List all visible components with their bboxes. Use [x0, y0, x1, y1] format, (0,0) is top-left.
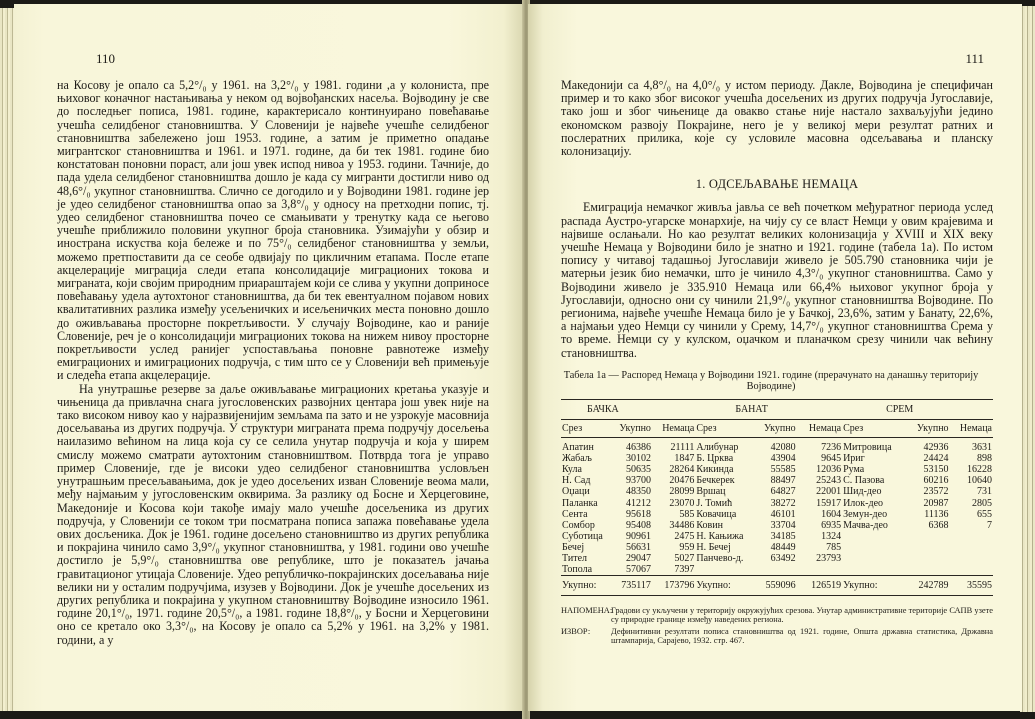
- note-text: Градови су укључени у територију окружујућих срезова. Унутар административне територије САПВ узете су природне границе између наведених региона.: [611, 606, 993, 625]
- german-population: 23793: [816, 552, 842, 564]
- german-population: 12036: [816, 464, 842, 476]
- column-header: Немаца: [797, 419, 842, 437]
- column-header: Срез: [561, 419, 613, 437]
- district-name: Топола: [562, 564, 593, 576]
- total-population: 41212: [625, 497, 651, 509]
- german-population: 3631: [972, 442, 992, 454]
- note-text: Дефинитивни резултати пописа становништва од 1921. године, Општа државна статистика, Државна штампарија, Сарајево, 1932. стр. 467.: [611, 626, 993, 645]
- total-population: 93700: [625, 475, 651, 487]
- german-population: [950, 542, 993, 553]
- total-population: 55585: [770, 464, 796, 476]
- district-name: Бечкерек: [696, 475, 735, 487]
- district-name: Н. Бечеј: [696, 541, 731, 553]
- column-header: Немаца: [652, 419, 695, 437]
- table-row: [561, 553, 993, 564]
- district-name: Кула: [562, 464, 582, 476]
- total-population: 48449: [770, 541, 796, 553]
- district-name: Суботица: [562, 530, 603, 542]
- german-population: 959: [679, 541, 695, 553]
- right-page: [528, 4, 1022, 711]
- paragraph: Македонији са 4,8°/₀ на 4,0°/₀ у истом периоду. Дакле, Војводина је специфичан пример и то како због високог учешћа досељених из других подручја Југославије, тако још и због чињенице да овакво стање није настало захваљујући једино економском развоју Покрајине, него је у великој мери резултат ратних и послератних прилика, које су условиле масовна одсељавања и планску колонизацију.: [561, 78, 993, 159]
- district-name: [842, 564, 904, 576]
- total-population: 38272: [770, 497, 796, 509]
- district-name: [842, 553, 904, 564]
- german-population: 25243: [816, 475, 842, 487]
- total-population: 6368: [928, 519, 949, 531]
- paragraph: Емиграција немачког живља јавља се већ почетком међуратног периода услед распада Аустро-угарске монархије, на чију су се власт Немци у овим крајевима и највише ослањали. Но као резултат великих колонизација у XVIII и XIX веку учешће Немаца у Војводини било је знатно и 1921. године (табела 1а). По истом попису у читавој тадашњој Југославији живело је 505.790 становника чији је матерњи језик био немачки, што је чинило 4,3°/₀ укупног становништва. Само у Војводини живело је 335.910 Немаца или 66,4% њиховог укупног броја у Југославији, односно они су чинили 21,9°/₀ укупног становништва Војводине. По регионима, највеће учешће Немаца било је у Бачкој, 23,6%, затим у Банату, 22,6%, а најмањи удео Немци су чинили у Срему, 14,7°/₀ укупног становништва Срема у то време. Немци су у кулском, оџачком и планачком срезу чинили чак већину становништва.: [561, 200, 993, 360]
- total-value: 126519: [797, 576, 842, 596]
- table-notes: [561, 606, 993, 645]
- paragraph: на Косову је опало са 5,2°/₀ у 1961. на 3,2°/₀ у 1981. години ,а у колониста, пре њиховог коначног настањивања у неком од војвођанских насеља. Војводину је све до последњег пописа, 1981. године, карактерисало континуирано повећавање учешћа селидбеног становништва. У Словенији је највеће учешће селидбеног становништва забележено још 1953. године, а затим је приметно опадање мигрантског становништва и 1961. и 1971. године, да би тек 1981. године био констатован поновни пораст, али још увек испод нивоа у 1953. години. Тачније, до пада удела селидбеног становништва дошло је када су мигранти достигли ниво од 48,6°/₀ укупног становништва. Слично се догодило и у Војводини 1981. године јер је удео селидбеног становништва опао за 3,8°/₀ у односу на претходни попис, тј. удео селидбеног становништва почео се смањивати у тренутку када се његово учешће приближило половини укупног броја становника. Узимајући у обзир и иностранa искуства која бележе и по 75°/₀ селидбеног становништва у земљи, можемо претпоставити да се сеобе одвијају по цикличним етапама. После етапе акцелерације миграција следи етапа консолидације миграционих токова и миграната, који својим природним приараштајем који се слива у укупни доприносе повећавању удела аутохтоног становништва, да би тек евентуалном појавом нових квалитативних разлика између усељеничких и исељеничких места поновно дошло до оживљавања просторне покретљивости. У случају Војводине, као и раније Словеније, реч је о консолидацији миграционих токова на нижем нивоу просторне покретљивости услед ранијег успостављања поновне равнотеже између емиграционих и имиграционих подручја, с тим што се у Словенији већ примењује и следећа етапа акцелерације.: [57, 78, 489, 383]
- column-header: Немаца: [950, 419, 993, 437]
- section-heading: 1. ОДСЕЉАВАЊЕ НЕМАЦА: [695, 177, 859, 192]
- total-population: 88497: [770, 475, 796, 487]
- note: [561, 606, 993, 624]
- german-population: 10640: [967, 475, 992, 487]
- german-population: 6935: [821, 519, 842, 531]
- german-population: 21111: [670, 442, 695, 454]
- total-population: [904, 564, 949, 576]
- total-population: 63492: [770, 552, 796, 564]
- total-population: 90961: [625, 530, 651, 542]
- district-name: Земун-део: [843, 508, 888, 520]
- totals-row: [561, 576, 993, 596]
- total-population: [904, 553, 949, 564]
- district-name: Б. Црква: [696, 453, 734, 465]
- region-header-row: [561, 399, 993, 419]
- total-population: 23572: [923, 486, 949, 498]
- note: [561, 627, 993, 645]
- district-name: Н. Сад: [562, 475, 591, 487]
- district-name: С. Пазова: [843, 475, 885, 487]
- table-row: [561, 486, 993, 497]
- german-population: 23070: [669, 497, 695, 509]
- page-stack-right-edge: [1020, 6, 1035, 712]
- column-header-row: [561, 419, 993, 437]
- german-population: 731: [977, 486, 992, 498]
- german-population: [950, 564, 993, 576]
- german-population: 7: [987, 519, 992, 531]
- district-name: [842, 531, 904, 542]
- german-population: [950, 531, 993, 542]
- german-population: 15917: [816, 497, 842, 509]
- german-population: 585: [679, 508, 695, 520]
- german-population: 1604: [821, 508, 842, 520]
- total-value: 35595: [950, 576, 993, 596]
- table-row: [561, 438, 993, 454]
- region-header: БАЧКА: [561, 399, 695, 419]
- german-population: [797, 564, 842, 576]
- german-population: [950, 553, 993, 564]
- district-name: Илок-део: [843, 497, 884, 509]
- total-population: 24424: [923, 453, 949, 465]
- german-population: 898: [977, 453, 992, 465]
- district-name: Тител: [562, 552, 588, 564]
- german-population: 785: [826, 541, 842, 553]
- german-population: 1324: [821, 530, 842, 542]
- table-row: [561, 498, 993, 509]
- district-name: Жабаљ: [562, 453, 592, 465]
- total-population: 57067: [625, 564, 651, 576]
- district-name: Вршац: [696, 486, 726, 498]
- table-row: [561, 464, 993, 475]
- district-name: Ј. Томић: [696, 497, 733, 509]
- total-population: 33704: [770, 519, 796, 531]
- german-population: 2805: [972, 497, 992, 509]
- total-value: 173796: [652, 576, 695, 596]
- left-page: [14, 4, 524, 711]
- body-text: [57, 79, 489, 647]
- district-name: Панчево-д.: [696, 552, 744, 564]
- german-population: 34486: [669, 519, 695, 531]
- table-body: [561, 438, 993, 576]
- total-population: 95618: [625, 508, 651, 520]
- note-label: ИЗВОР:: [561, 626, 591, 636]
- district-name: Митровица: [843, 442, 892, 454]
- district-name: Оџаци: [562, 486, 590, 498]
- district-name: Н. Кањижа: [696, 530, 744, 542]
- total-label: Укупно:: [561, 576, 613, 596]
- column-header: Укупно: [904, 419, 949, 437]
- german-population: 2475: [674, 530, 695, 542]
- district-name: Шид-део: [843, 486, 882, 498]
- total-population: 30102: [625, 453, 651, 465]
- page-number: 111: [965, 51, 984, 66]
- total-population: 50635: [625, 464, 651, 476]
- total-population: 11136: [924, 508, 949, 520]
- total-population: 46386: [625, 442, 651, 454]
- german-population: 20476: [669, 475, 695, 487]
- total-population: [904, 531, 949, 542]
- district-name: Алибунар: [696, 442, 739, 454]
- german-population: 7236: [821, 442, 842, 454]
- german-population: 28099: [669, 486, 695, 498]
- district-name: Сента: [562, 508, 588, 520]
- total-population: 42080: [770, 442, 796, 454]
- total-population: 29047: [625, 552, 651, 564]
- total-population: 53150: [923, 464, 949, 476]
- total-population: [904, 542, 949, 553]
- district-name: Сомбор: [562, 519, 595, 531]
- district-name: Кикинда: [696, 464, 734, 476]
- german-population: 16228: [967, 464, 992, 476]
- body-text: [561, 79, 993, 647]
- total-population: 46101: [770, 508, 796, 520]
- total-population: [757, 564, 796, 576]
- german-population: 22001: [816, 486, 842, 498]
- table-row: [561, 542, 993, 553]
- total-value: 559096: [757, 576, 796, 596]
- district-name: Мачва-део: [843, 519, 888, 531]
- district-name: [842, 542, 904, 553]
- total-label: Укупно:: [695, 576, 757, 596]
- population-table: [561, 399, 993, 596]
- total-population: 95408: [625, 519, 651, 531]
- total-value: 735117: [613, 576, 652, 596]
- total-population: 56631: [625, 541, 651, 553]
- region-header: СРЕМ: [842, 399, 993, 419]
- column-header: Укупно: [757, 419, 796, 437]
- column-header: Срез: [695, 419, 757, 437]
- district-name: Рума: [843, 464, 865, 476]
- german-population: 5027: [674, 552, 695, 564]
- table-row: [561, 520, 993, 531]
- note-label: НАПОМЕНА:: [561, 606, 613, 616]
- total-value: 242789: [904, 576, 949, 596]
- total-population: 34185: [770, 530, 796, 542]
- total-population: 20987: [923, 497, 949, 509]
- total-population: 48350: [625, 486, 651, 498]
- district-name: Ковин: [696, 519, 723, 531]
- table-row: [561, 531, 993, 542]
- german-population: 9645: [821, 453, 842, 465]
- table-caption: Табела 1а — Распоред Немаца у Војводини 1921. године (прерачунато на данашњу територију Војводине): [563, 369, 979, 393]
- district-name: Паланка: [562, 497, 598, 509]
- column-header: Укупно: [613, 419, 652, 437]
- district-name: Ириг: [843, 453, 865, 465]
- region-header: БАНАТ: [695, 399, 842, 419]
- german-population: 655: [977, 508, 992, 520]
- district-name: Ковачица: [696, 508, 737, 520]
- german-population: 28264: [669, 464, 695, 476]
- district-name: [695, 564, 757, 576]
- table-row: [561, 564, 993, 576]
- total-population: 60216: [923, 475, 949, 487]
- german-population: 1847: [674, 453, 695, 465]
- page-number: 110: [96, 51, 116, 66]
- district-name: Бечеј: [562, 541, 585, 553]
- total-label: Укупно:: [842, 576, 904, 596]
- table-row: [561, 453, 993, 464]
- german-population: 7397: [674, 564, 695, 576]
- column-header: Срез: [842, 419, 904, 437]
- table-row: [561, 509, 993, 520]
- total-population: 64827: [770, 486, 796, 498]
- table-row: [561, 475, 993, 486]
- total-population: 42936: [923, 442, 949, 454]
- district-name: Апатин: [562, 442, 594, 454]
- paragraph: На унутрашње резерве за даље оживљавање миграционих кретања указује и чињеница да привлачна снага југословенских развојних центара још увек није на тако високом нивоу као у најразвијенијим земљама па зато и не узрокује масовнија досељавања из других подручја. У структури миграната према подручју досељења наилазимо већином на лица која су се селила унутар подручја и која у ширем смислу можемо сматрати аутохтоним становништвом. Потврда тога је управо пример Словеније, где је високи удео селидбеног становништва условљен унутрашњим пресељавањима, док је удео досељених изван Словеније веома мали, међу најмањим у југословенским оквирима. За разлику од Босне и Херцеговине, Македоније и Косова који такође имају мало учешће досељеника из других подручја, у Словенији се током три посматрана пописа запажа повећавање удела ових досљеника. Док је 1961. године досељено становништво из других република и покрајина чинило само 3,9°/₀ укупног становништва, у 1981. години ово учешће достигло је 5,9°/₀ становништва ове републике, што је показатељ јачања гравитационог утицаја Словеније. Удео републичко-покрајинских досељавања није велики ни у осталим подручјима, изузев у Војводини. Док је учешће досељених из других република и покрајина у укупном становништву Војводине износило 1961. године 20,1°/₀, 1971. године 20,5°/₀, а 1981. године 18,8°/₀, у Босни и Херцеговини оно се кретало око 3,3°/₀, на Косову је опало са 5,2% у 1961. на 3,2% у 1981. години, а у: [57, 381, 489, 647]
- total-population: 43904: [770, 453, 796, 465]
